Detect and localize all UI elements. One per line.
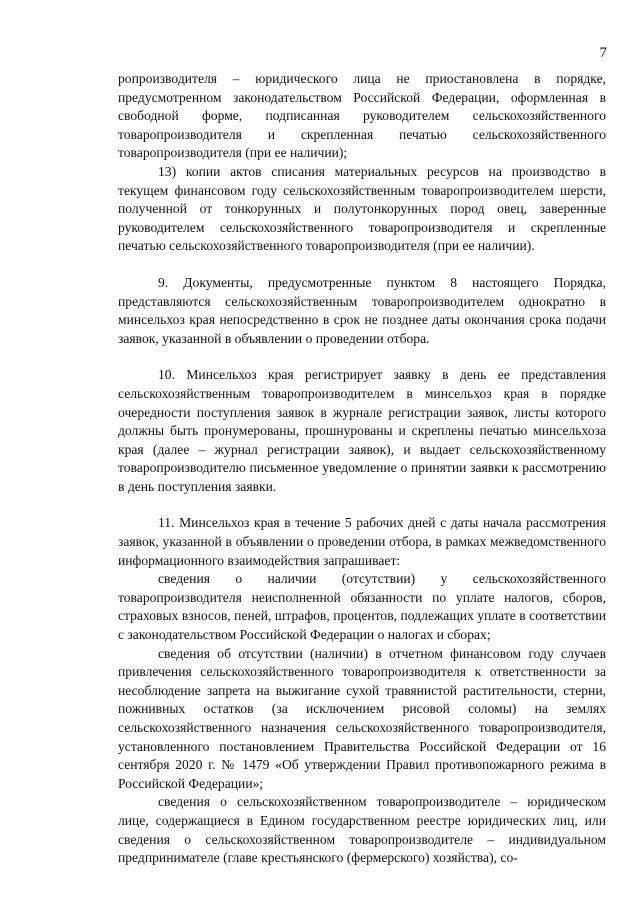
paragraph-continuation: ропроизводителя – юридического лица не приостановлена в порядке, предусмотренном законодательством Российской Федерации, оформленная в свободной форме, подписанная руководителем сельскохозяйственного товаропроизводителя и скрепленная печатью сельскохозяйственного товаропроизводителя (при ее наличии); bbox=[118, 71, 606, 161]
paragraph-clause-11: 11. Минсельхоз края в течение 5 рабочих дней с даты начала рассмотрения заявок, указанной в объявлении о проведении отбора, в рамках межведомственного информационного взаимодействия запрашивает: bbox=[118, 515, 606, 568]
document-body bbox=[118, 70, 606, 868]
paragraph-clause-10: 10. Минсельхоз края регистрирует заявку в день ее представления сельскохозяйственным товаропроизводителем в минсельхоз края в порядке очередности поступления заявок в журнале регистрации заявок, листы которого должны быть пронумерованы, прошнурованы и скреплены печатью минсельхоза края (далее – журнал регистрации заявок), и выдает сельскохозяйственному товаропроизводителю письменное уведомление о принятии заявки к рассмотрению в день поступления заявки. bbox=[118, 367, 606, 494]
paragraph-clause-9: 9. Документы, предусмотренные пунктом 8 настоящего Порядка, представляются сельскохозяйственным товаропроизводителем однократно в минсельхоз края непосредственно в срок не позднее даты окончания срока подачи заявок, указанной в объявлении о проведении отбора. bbox=[118, 274, 606, 346]
paragraph-spacer bbox=[118, 496, 606, 514]
paragraph-registry-info: сведения о сельскохозяйственном товаропроизводителе – юридическом лице, содержащиеся в Едином государственном реестре юридических лиц, или сведения о сельскохозяйственном товаропроизводителе – индивидуальном предпринимателе (главе крестьянского (фермерского) хозяйства), со- bbox=[118, 794, 606, 866]
paragraph-spacer bbox=[118, 348, 606, 366]
paragraph-spacer bbox=[118, 256, 606, 274]
paragraph-item-13: 13) копии актов списания материальных ресурсов на производство в текущем финансовом году сельскохозяйственным товаропроизводителем шерсти, полученной от тонкорунных и полутонкорунных пород овец, заверенные руководителем сельскохозяйственного товаропроизводителя и скрепленные печатью сельскохозяйственного товаропроизводителя (при ее наличии). bbox=[118, 163, 606, 254]
paragraph-fire-safety-info: сведения об отсутствии (наличии) в отчетном финансовом году случаев привлечения сельскохозяйственного товаропроизводителя к ответственности за несоблюдение запрета на выжигание сухой травянистой растительности, стерни, пожнивных остатков (за исключением рисовой соломы) на землях сельскохозяйственного назначения сельскохозяйственного товаропроизводителя, установленного постановлением Правительства Российской Федерации от 16 сентября 2020 г. № 1479 «Об утверждении Правил противопожарного режима в Российской Федерации»; bbox=[118, 645, 606, 791]
paragraph-tax-info: сведения о наличии (отсутствии) у сельскохозяйственного товаропроизводителя неисполненной обязанности по уплате налогов, сборов, страховых взносов, пеней, штрафов, процентов, подлежащих уплате в соответствии с законодательством Российской Федерации о налогах и сборах; bbox=[118, 571, 606, 643]
page-number: 7 bbox=[599, 45, 607, 61]
